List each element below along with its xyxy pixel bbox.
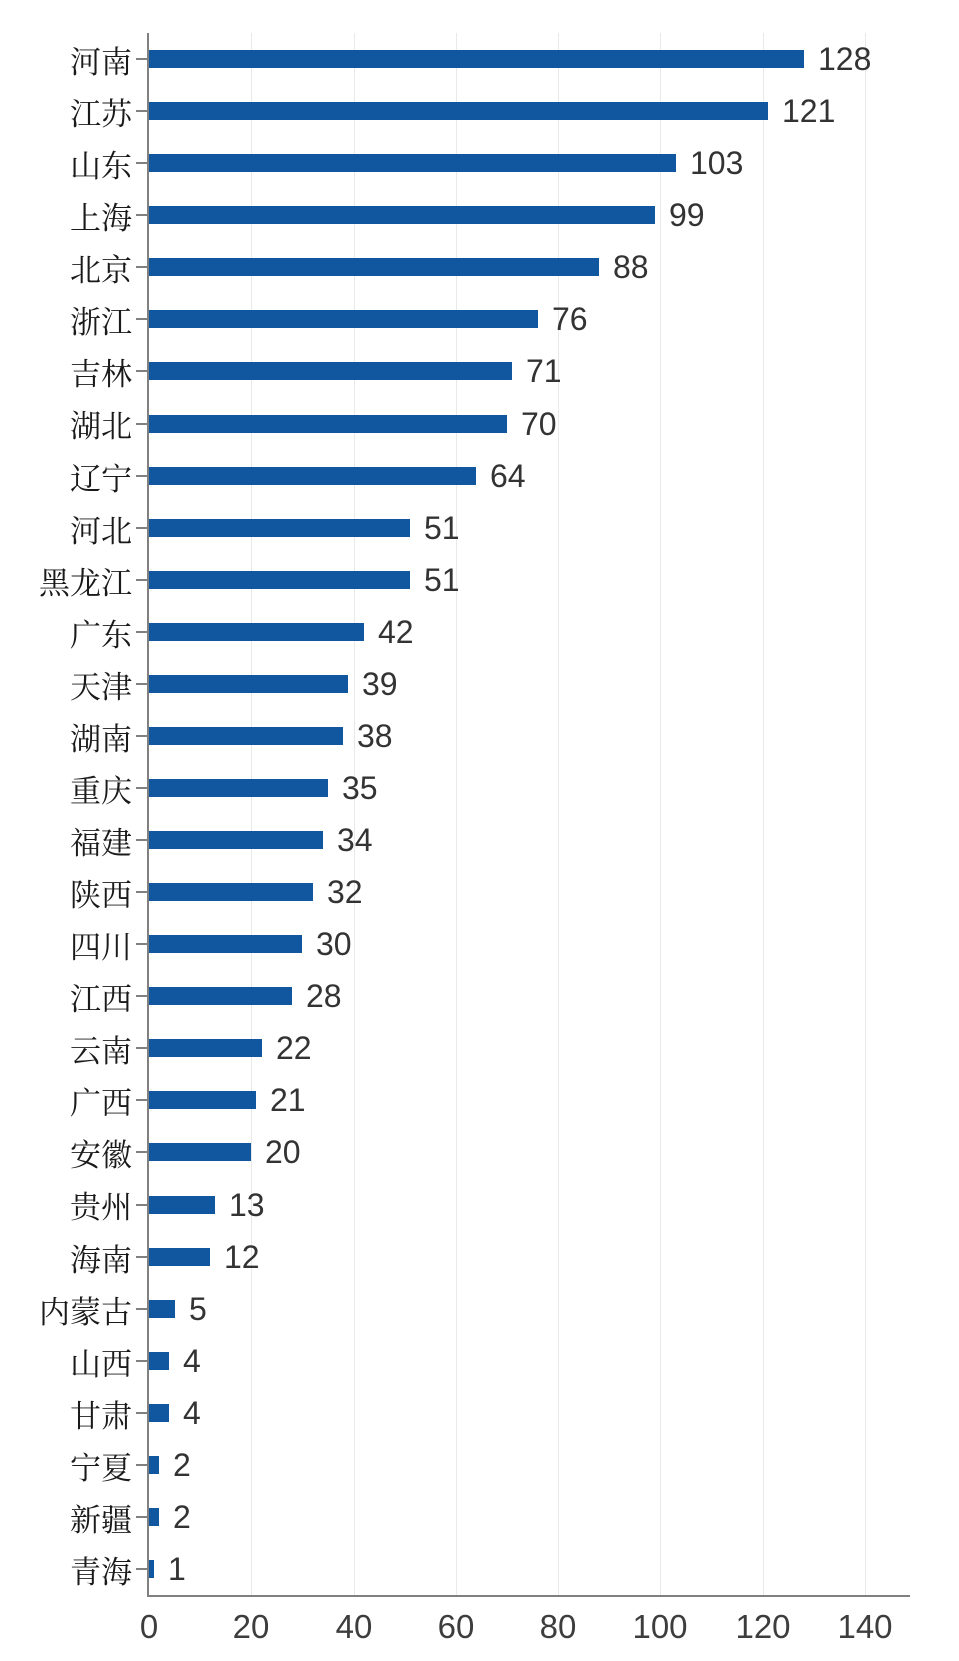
- category-label: 宁夏: [70, 1450, 132, 1486]
- y-axis-tick: [136, 1360, 147, 1362]
- category-label: 广西: [70, 1085, 132, 1121]
- bar: [149, 154, 676, 172]
- y-axis-tick: [136, 214, 147, 216]
- bar: [149, 1248, 210, 1266]
- value-label: 103: [690, 145, 744, 181]
- bar: [149, 206, 655, 224]
- value-label: 35: [342, 770, 378, 806]
- value-label: 51: [424, 562, 460, 598]
- bar: [149, 1508, 159, 1526]
- category-label: 福建: [70, 825, 132, 861]
- bar: [149, 362, 512, 380]
- category-label: 河南: [70, 44, 132, 80]
- category-label: 海南: [70, 1242, 132, 1278]
- x-axis-tick-label: 140: [837, 1608, 893, 1645]
- y-axis-tick: [136, 995, 147, 997]
- bar: [149, 675, 348, 693]
- category-label: 江西: [70, 981, 132, 1017]
- category-label: 湖北: [70, 408, 132, 444]
- value-label: 13: [229, 1187, 265, 1223]
- value-label: 21: [270, 1082, 306, 1118]
- bar: [149, 987, 292, 1005]
- bar: [149, 727, 343, 745]
- bar: [149, 935, 302, 953]
- value-label: 99: [669, 197, 705, 233]
- value-label: 64: [490, 458, 526, 494]
- y-axis-tick: [136, 1256, 147, 1258]
- category-label: 上海: [70, 200, 132, 236]
- y-axis-tick: [136, 1151, 147, 1153]
- category-label: 湖南: [70, 721, 132, 757]
- value-label: 71: [526, 353, 562, 389]
- y-axis-tick: [136, 1464, 147, 1466]
- category-label: 甘肃: [70, 1398, 132, 1434]
- y-axis-tick: [136, 683, 147, 685]
- bar: [149, 1196, 215, 1214]
- bar: [149, 1404, 169, 1422]
- y-axis-tick: [136, 1047, 147, 1049]
- x-axis-tick-label: 0: [139, 1608, 159, 1645]
- value-label: 39: [362, 666, 398, 702]
- y-axis-tick: [136, 579, 147, 581]
- y-axis-tick: [136, 1516, 147, 1518]
- category-label: 青海: [70, 1554, 132, 1590]
- value-label: 32: [327, 874, 363, 910]
- value-label: 5: [189, 1291, 207, 1327]
- y-axis-tick: [136, 1568, 147, 1570]
- value-label: 20: [265, 1134, 301, 1170]
- y-axis-tick: [136, 1412, 147, 1414]
- value-label: 30: [316, 926, 352, 962]
- y-axis-tick: [136, 58, 147, 60]
- bar: [149, 1091, 256, 1109]
- bar: [149, 1039, 262, 1057]
- y-axis-tick: [136, 370, 147, 372]
- y-axis-tick: [136, 318, 147, 320]
- y-axis-tick: [136, 266, 147, 268]
- bar: [149, 623, 364, 641]
- bar: [149, 1456, 159, 1474]
- y-axis-tick: [136, 1308, 147, 1310]
- value-label: 51: [424, 510, 460, 546]
- vertical-gridline: [763, 33, 764, 1595]
- category-label: 辽宁: [70, 461, 132, 497]
- category-label: 贵州: [70, 1189, 132, 1225]
- value-label: 34: [337, 822, 373, 858]
- value-label: 1: [168, 1551, 186, 1587]
- category-label: 黑龙江: [39, 565, 132, 601]
- category-label: 浙江: [70, 304, 132, 340]
- y-axis-tick: [136, 110, 147, 112]
- y-axis-tick: [136, 527, 147, 529]
- value-label: 76: [552, 301, 588, 337]
- bar: [149, 415, 507, 433]
- vertical-gridline: [865, 33, 866, 1595]
- value-label: 38: [357, 718, 393, 754]
- vertical-gridline: [660, 33, 661, 1595]
- x-axis-tick-label: 60: [437, 1608, 475, 1645]
- y-axis-tick: [136, 1099, 147, 1101]
- value-label: 12: [224, 1239, 260, 1275]
- category-label: 天津: [70, 669, 132, 705]
- bar: [149, 1300, 175, 1318]
- x-axis-tick-label: 40: [335, 1608, 373, 1645]
- bar: [149, 571, 410, 589]
- y-axis-tick: [136, 631, 147, 633]
- x-axis-tick-label: 20: [232, 1608, 270, 1645]
- category-label: 河北: [70, 513, 132, 549]
- category-label: 云南: [70, 1033, 132, 1069]
- value-label: 4: [183, 1343, 201, 1379]
- y-axis-tick: [136, 735, 147, 737]
- y-axis-tick: [136, 1204, 147, 1206]
- y-axis-tick: [136, 943, 147, 945]
- value-label: 4: [183, 1395, 201, 1431]
- category-label: 四川: [70, 929, 132, 965]
- category-label: 新疆: [70, 1502, 132, 1538]
- y-axis-tick: [136, 423, 147, 425]
- value-label: 42: [378, 614, 414, 650]
- value-label: 2: [173, 1499, 191, 1535]
- x-axis-line: [147, 1595, 910, 1597]
- value-label: 22: [276, 1030, 312, 1066]
- bar: [149, 310, 538, 328]
- bar: [149, 467, 476, 485]
- value-label: 88: [613, 249, 649, 285]
- bar: [149, 50, 804, 68]
- category-label: 内蒙古: [39, 1294, 132, 1330]
- x-axis-tick-label: 100: [632, 1608, 688, 1645]
- category-label: 吉林: [70, 356, 132, 392]
- category-label: 山西: [70, 1346, 132, 1382]
- y-axis-tick: [136, 839, 147, 841]
- bar: [149, 779, 328, 797]
- category-label: 陕西: [70, 877, 132, 913]
- category-label: 重庆: [70, 773, 132, 809]
- bar: [149, 1143, 251, 1161]
- x-axis-tick-label: 80: [539, 1608, 577, 1645]
- x-axis-tick-label: 120: [735, 1608, 791, 1645]
- bar: [149, 258, 599, 276]
- value-label: 128: [818, 41, 872, 77]
- bar: [149, 883, 313, 901]
- value-label: 28: [306, 978, 342, 1014]
- y-axis-tick: [136, 475, 147, 477]
- value-label: 121: [782, 93, 836, 129]
- category-label: 江苏: [70, 96, 132, 132]
- bar: [149, 1560, 154, 1578]
- bar: [149, 831, 323, 849]
- y-axis-tick: [136, 787, 147, 789]
- category-label: 北京: [70, 252, 132, 288]
- category-label: 广东: [70, 617, 132, 653]
- bar: [149, 1352, 169, 1370]
- y-axis-tick: [136, 891, 147, 893]
- category-label: 山东: [70, 148, 132, 184]
- value-label: 70: [521, 406, 557, 442]
- y-axis-tick: [136, 162, 147, 164]
- bar: [149, 519, 410, 537]
- category-label: 安徽: [70, 1137, 132, 1173]
- bar: [149, 102, 768, 120]
- value-label: 2: [173, 1447, 191, 1483]
